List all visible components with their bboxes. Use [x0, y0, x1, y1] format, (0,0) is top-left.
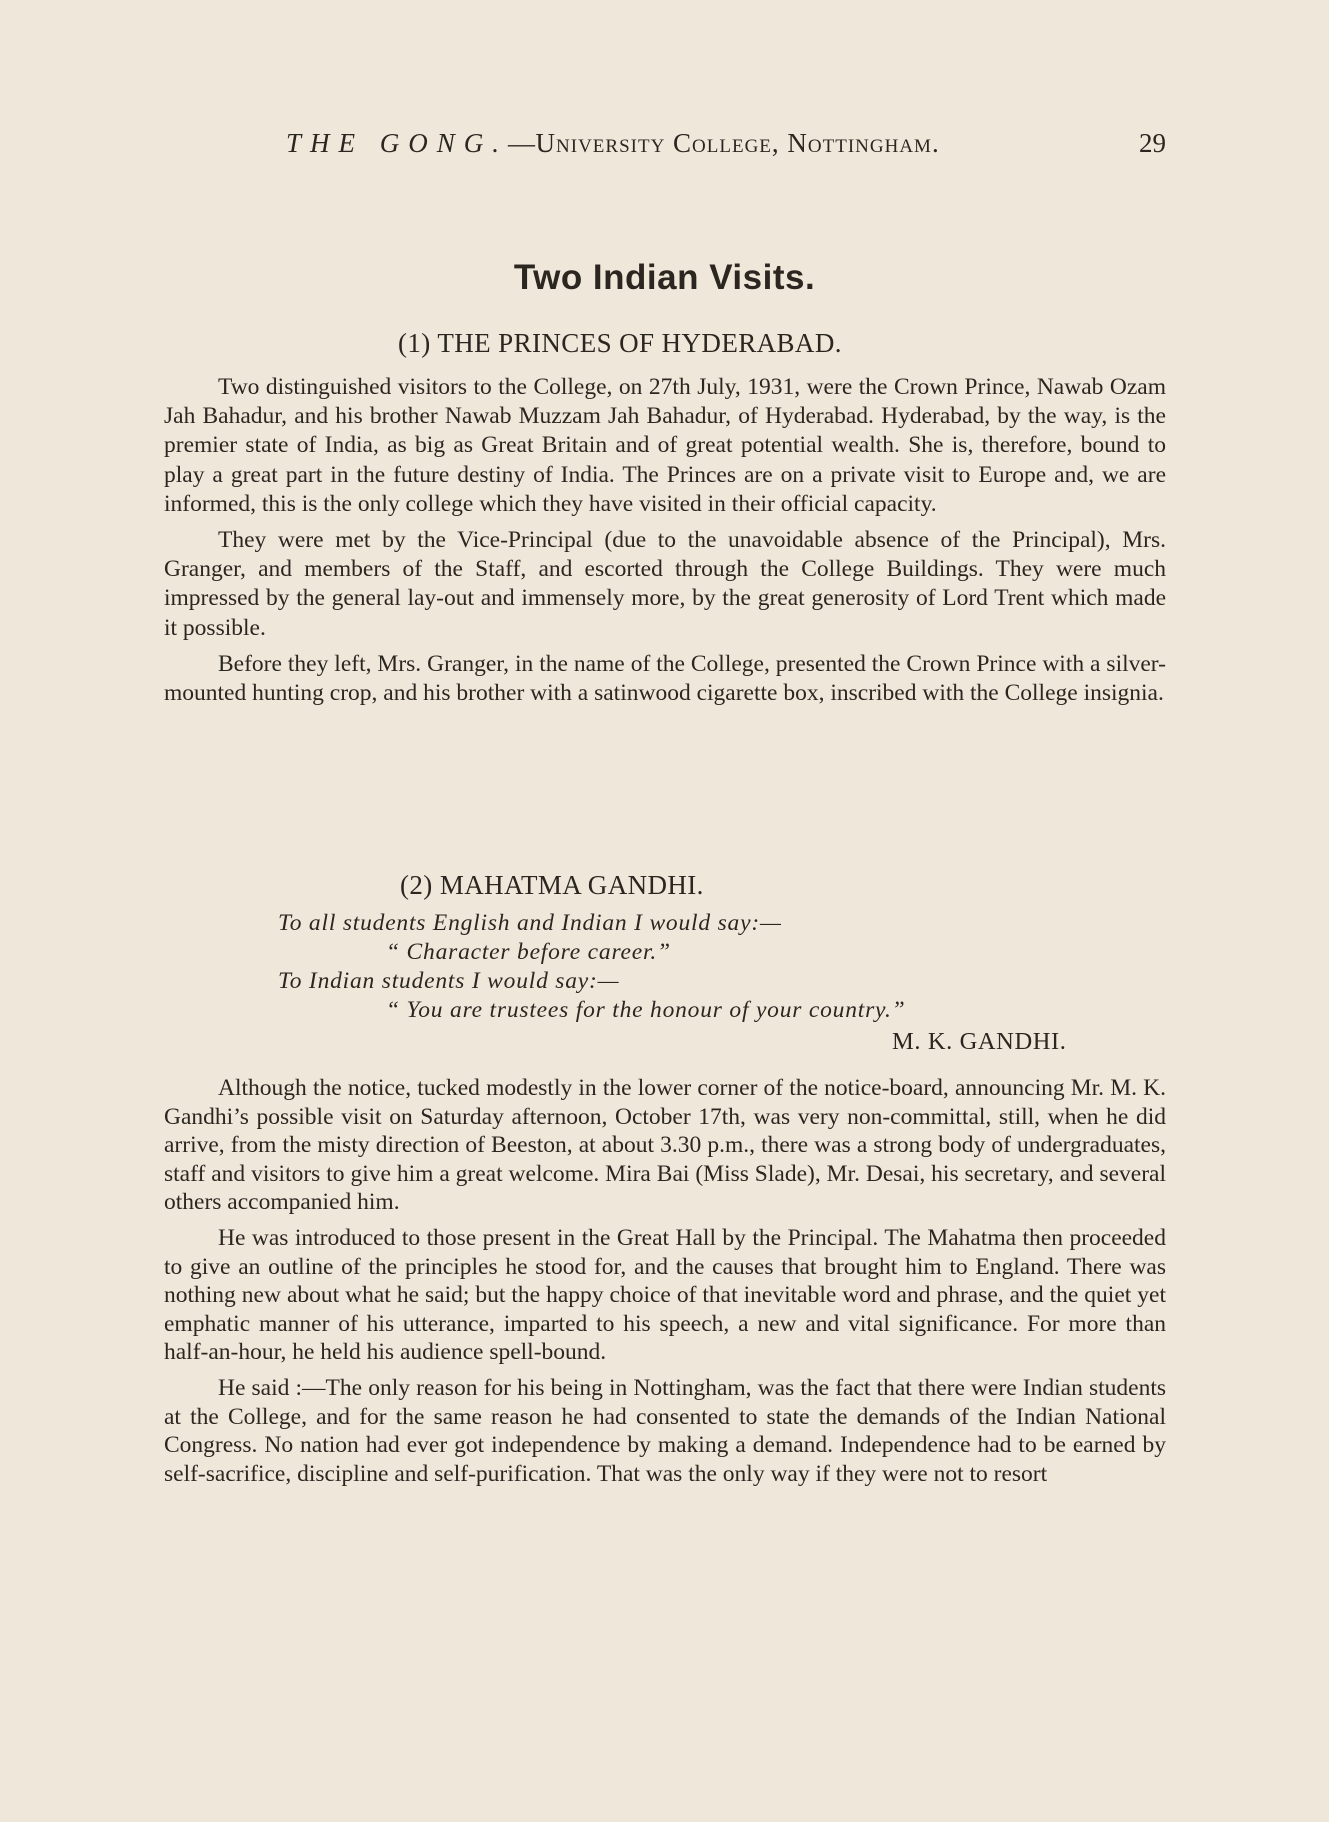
paragraph: He said :—The only reason for his being in Nottingham, was the fact that there were Indian students at the College, and for the same reason he had consented to state the demands of the Indian National Congress. No nation had ever got independence by making a demand. Independence had to be earned by self-sacrifice, discipline and self-purification. That was the only way if they were not to resort — [164, 1374, 1166, 1487]
paragraph: They were met by the Vice-Principal (due to the unavoidable absence of the Principal), Mrs. Granger, and members of the Staff, and escorted through the College Buildings. They were much impressed by the general lay-out and immensely more, by the great generosity of Lord Trent which made it possible. — [164, 527, 1166, 641]
paragraph: Although the notice, tucked modestly in the lower corner of the notice-board, announcing Mr. M. K. Gandhi’s possible visit on Saturday afternoon, October 17th, was very non-committal, still, when he did arrive, from the misty direction of Beeston, at about 3.30 p.m., there was a strong body of undergraduates, staff and visitors to give him a great welcome. Mira Bai (Miss Slade), Mr. Desai, his secretary, and several others accompanied him. — [164, 1075, 1166, 1216]
running-header — [286, 128, 1166, 159]
quote-line: To Indian students I would say:— — [278, 968, 620, 994]
institution-name: University College, Nottingham. — [535, 128, 940, 158]
section-body-gandhi — [164, 1074, 1166, 1495]
quote-line: “ You are trustees for the honour of your country.” — [386, 997, 906, 1023]
article-title: Two Indian Visits. — [513, 258, 816, 297]
quote-line: “ Character before career.” — [386, 939, 671, 965]
quote-line: To all students English and Indian I would say:— — [278, 910, 782, 936]
section-heading-gandhi: (2) MAHATMA GANDHI. — [400, 870, 704, 900]
page-number: 29 — [1139, 128, 1166, 158]
header-dash: — — [508, 128, 536, 158]
paragraph: Before they left, Mrs. Granger, in the name of the College, presented the Crown Prince with a silver-mounted hunting crop, and his brother with a satinwood cigarette box, inscribed with the College insignia. — [164, 650, 1166, 707]
quote-signature: M. K. GANDHI. — [892, 1028, 1067, 1055]
journal-title: THE GONG. — [286, 128, 509, 158]
paragraph: Two distinguished visitors to the College, on 27th July, 1931, were the Crown Prince, Nawab Ozam Jah Bahadur, and his brother Nawab Muzzam Jah Bahadur, of Hyderabad. Hyderabad, by the way, is the premier state of India, as big as Great Britain and of great potential wealth. She is, therefore, bound to play a great part in the future destiny of India. The Princes are on a private visit to Europe and, we are informed, this is the only college which they have visited in their official capacity. — [164, 374, 1166, 517]
section-heading-hyderabad: (1) THE PRINCES OF HYDERABAD. — [398, 328, 842, 358]
paragraph: He was introduced to those present in the Great Hall by the Principal. The Mahatma then proceeded to give an outline of the principles he stood for, and the causes that brought him to England. There was nothing new about what he said; but the happy choice of that inevitable word and phrase, and the quiet yet emphatic manner of his utterance, imparted to his speech, a new and vital significance. For more than half-an-hour, he held his audience spell-bound. — [164, 1224, 1166, 1366]
section-body-hyderabad — [164, 373, 1166, 715]
